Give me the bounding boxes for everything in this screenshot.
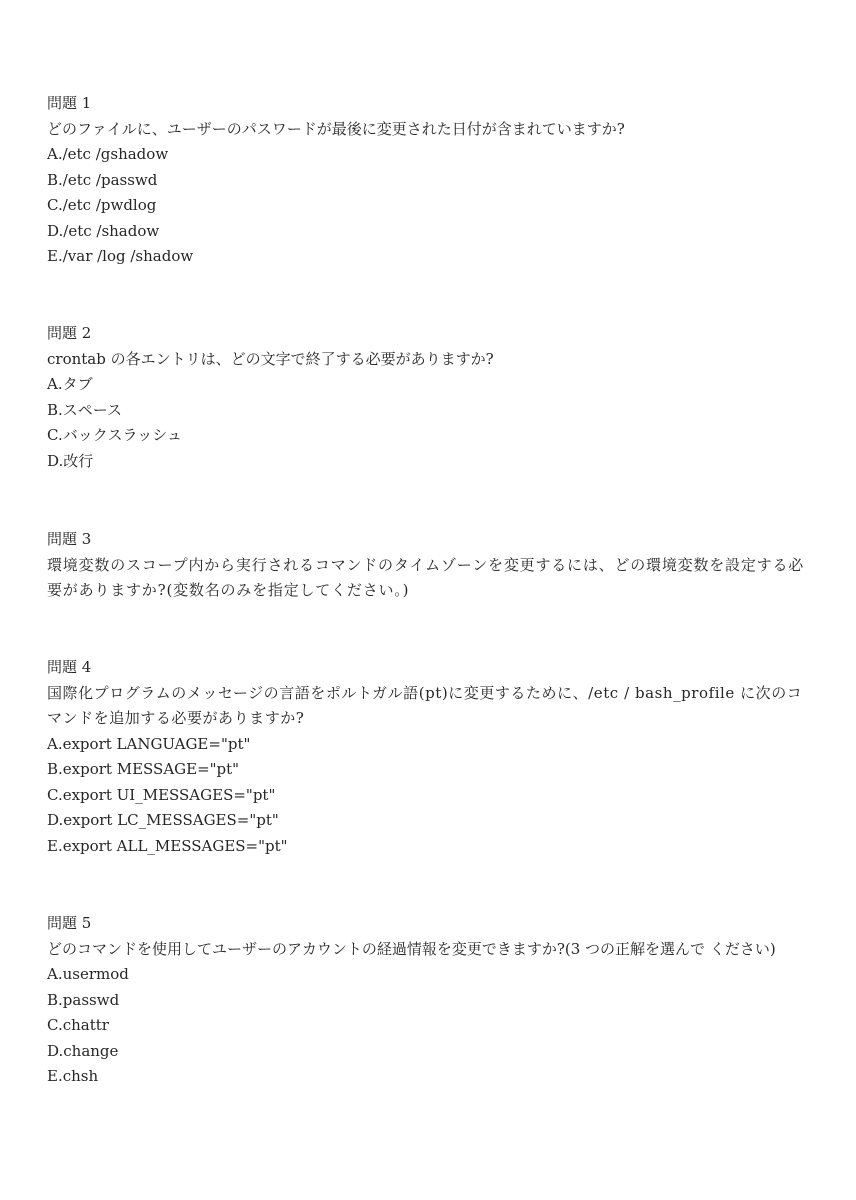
answer-option-d: D.改行 — [47, 451, 94, 470]
question-text: 国際化プログラムのメッセージの言語をポルトガル語(pt)に変更するために、/etc / bash_profile に次のコマンドを追加する必要がありますか? — [47, 683, 803, 727]
answer-options — [47, 142, 817, 270]
answer-option-c: C.export UI_MESSAGES="pt" — [47, 785, 276, 804]
answer-option-c: C./etc /pwdlog — [47, 196, 157, 214]
answer-option-a: A.タブ — [47, 375, 93, 393]
question-title: 問題 3 — [47, 530, 92, 548]
question-text: 環境変数のスコープ内から実行されるコマンドのタイムゾーンを変更するには、どの環境変数を設定する必要がありますか?(変数名のみを指定してください。) — [47, 555, 805, 599]
answer-option-b: B.passwd — [47, 990, 120, 1009]
question-title: 問題 1 — [47, 94, 92, 112]
answer-option-d: D.change — [47, 1041, 119, 1060]
answer-option-c: C.バックスラッシュ — [47, 426, 182, 444]
question-title: 問題 5 — [47, 914, 92, 932]
question-3 — [47, 527, 817, 604]
question-4 — [47, 655, 817, 859]
answer-option-b: B.スペース — [47, 400, 123, 419]
question-title: 問題 2 — [47, 324, 92, 342]
answer-option-e: E./var /log /shadow — [47, 247, 194, 265]
answer-option-b: B./etc /passwd — [47, 170, 158, 189]
answer-options — [47, 962, 817, 1090]
question-text: どのファイルに、ユーザーのパスワードが最後に変更された日付が含まれていますか? — [47, 119, 625, 138]
question-2 — [47, 321, 817, 474]
question-5 — [47, 911, 817, 1090]
answer-option-a: A.export LANGUAGE="pt" — [47, 734, 251, 753]
answer-option-d: D./etc /shadow — [47, 221, 160, 240]
answer-option-a: A./etc /gshadow — [47, 145, 169, 163]
answer-option-c: C.chattr — [47, 1016, 109, 1034]
question-text: どのコマンドを使用してユーザーのアカウントの経過情報を変更できますか?(3 つの正解を選んで ください) — [47, 939, 776, 958]
answer-option-b: B.export MESSAGE="pt" — [47, 760, 240, 778]
question-title: 問題 4 — [47, 658, 92, 676]
question-text: crontab の各エントリは、どの文字で終了する必要がありますか? — [47, 349, 494, 368]
answer-option-d: D.export LC_MESSAGES="pt" — [47, 811, 279, 829]
answer-option-e: E.chsh — [47, 1067, 99, 1085]
answer-options — [47, 372, 817, 474]
answer-options — [47, 732, 817, 860]
question-1 — [47, 91, 817, 270]
answer-option-e: E.export ALL_MESSAGES="pt" — [47, 836, 288, 855]
answer-option-a: A.usermod — [47, 965, 129, 983]
